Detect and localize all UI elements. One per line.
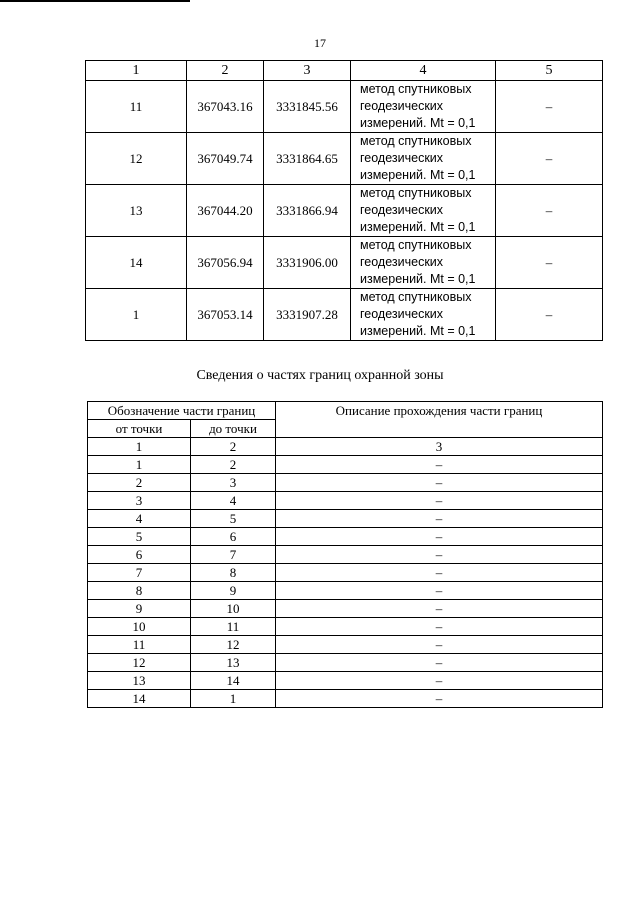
method-line: измерений. Mt = 0,1 xyxy=(360,272,476,286)
method-line: метод спутниковых xyxy=(360,134,472,148)
from-point-cell: 12 xyxy=(88,654,191,672)
from-point-cell: 14 xyxy=(88,690,191,708)
note-cell: – xyxy=(496,81,603,133)
coordinate-row xyxy=(86,133,603,185)
boundary-part-row xyxy=(88,546,603,564)
from-point-header: от точки xyxy=(88,420,191,438)
to-point-cell: 7 xyxy=(191,546,276,564)
to-point-cell: 11 xyxy=(191,618,276,636)
from-point-cell: 5 xyxy=(88,528,191,546)
boundary-part-row xyxy=(88,528,603,546)
method-line: геодезических xyxy=(360,203,444,217)
boundary-part-row xyxy=(88,456,603,474)
boundary-part-row xyxy=(88,600,603,618)
from-point-cell: 2 xyxy=(88,474,191,492)
parts-header-row xyxy=(88,402,603,420)
x-coordinate-cell: 367043.16 xyxy=(187,81,264,133)
boundary-part-row xyxy=(88,564,603,582)
method-line: метод спутниковых xyxy=(360,238,472,252)
method-line: геодезических xyxy=(360,307,444,321)
description-cell: – xyxy=(276,492,603,510)
description-cell: – xyxy=(276,564,603,582)
to-point-cell: 12 xyxy=(191,636,276,654)
description-cell: – xyxy=(276,528,603,546)
x-coordinate-cell: 367053.14 xyxy=(187,289,264,341)
boundary-parts-table xyxy=(87,401,603,708)
boundary-part-row xyxy=(88,654,603,672)
method-line: измерений. Mt = 0,1 xyxy=(360,116,476,130)
boundary-part-row xyxy=(88,474,603,492)
method-line: измерений. Mt = 0,1 xyxy=(360,168,476,182)
to-point-header: до точки xyxy=(191,420,276,438)
coordinates-table xyxy=(85,60,603,341)
boundary-part-row xyxy=(88,618,603,636)
method-cell xyxy=(351,185,496,237)
from-point-cell: 8 xyxy=(88,582,191,600)
to-point-cell: 2 xyxy=(191,456,276,474)
description-cell: – xyxy=(276,510,603,528)
note-cell: – xyxy=(496,133,603,185)
to-point-cell: 6 xyxy=(191,528,276,546)
column-header: 2 xyxy=(187,61,264,81)
note-cell: – xyxy=(496,185,603,237)
point-number-cell: 13 xyxy=(86,185,187,237)
method-line: метод спутниковых xyxy=(360,290,472,304)
coordinates-header-row xyxy=(86,61,603,81)
boundary-part-row xyxy=(88,636,603,654)
from-point-cell: 11 xyxy=(88,636,191,654)
method-line: метод спутниковых xyxy=(360,82,472,96)
column-header: 4 xyxy=(351,61,496,81)
from-point-cell: 4 xyxy=(88,510,191,528)
boundary-part-row xyxy=(88,690,603,708)
description-cell: – xyxy=(276,654,603,672)
to-point-cell: 14 xyxy=(191,672,276,690)
top-rule xyxy=(0,0,190,2)
page-number: 17 xyxy=(314,36,326,50)
method-cell xyxy=(351,289,496,341)
from-point-cell: 3 xyxy=(88,492,191,510)
boundary-part-row xyxy=(88,672,603,690)
description-cell: – xyxy=(276,636,603,654)
point-number-cell: 12 xyxy=(86,133,187,185)
description-cell: – xyxy=(276,456,603,474)
method-line: геодезических xyxy=(360,99,444,113)
coordinate-row xyxy=(86,185,603,237)
from-point-cell: 7 xyxy=(88,564,191,582)
column-header: 1 xyxy=(86,61,187,81)
from-point-cell: 10 xyxy=(88,618,191,636)
description-cell: – xyxy=(276,474,603,492)
to-point-cell: 4 xyxy=(191,492,276,510)
from-point-cell: 9 xyxy=(88,600,191,618)
column-header: 5 xyxy=(496,61,603,81)
description-cell: – xyxy=(276,600,603,618)
index-cell: 2 xyxy=(191,438,276,456)
y-coordinate-cell: 3331907.28 xyxy=(264,289,351,341)
coordinate-row xyxy=(86,81,603,133)
to-point-cell: 10 xyxy=(191,600,276,618)
y-coordinate-cell: 3331845.56 xyxy=(264,81,351,133)
method-line: метод спутниковых xyxy=(360,186,472,200)
description-header: Описание прохождения части границ xyxy=(276,402,603,438)
x-coordinate-cell: 367049.74 xyxy=(187,133,264,185)
description-cell: – xyxy=(276,690,603,708)
index-cell: 3 xyxy=(276,438,603,456)
note-cell: – xyxy=(496,289,603,341)
method-line: геодезических xyxy=(360,151,444,165)
note-cell: – xyxy=(496,237,603,289)
to-point-cell: 5 xyxy=(191,510,276,528)
coordinate-row xyxy=(86,289,603,341)
x-coordinate-cell: 367044.20 xyxy=(187,185,264,237)
method-line: измерений. Mt = 0,1 xyxy=(360,324,476,338)
method-line: измерений. Mt = 0,1 xyxy=(360,220,476,234)
from-point-cell: 1 xyxy=(88,456,191,474)
description-cell: – xyxy=(276,672,603,690)
to-point-cell: 1 xyxy=(191,690,276,708)
index-row xyxy=(88,438,603,456)
section-title: Сведения о частях границ охранной зоны xyxy=(196,368,444,383)
description-cell: – xyxy=(276,546,603,564)
boundary-part-row xyxy=(88,510,603,528)
from-point-cell: 6 xyxy=(88,546,191,564)
point-number-cell: 11 xyxy=(86,81,187,133)
x-coordinate-cell: 367056.94 xyxy=(187,237,264,289)
to-point-cell: 3 xyxy=(191,474,276,492)
column-header: 3 xyxy=(264,61,351,81)
y-coordinate-cell: 3331906.00 xyxy=(264,237,351,289)
method-cell xyxy=(351,81,496,133)
boundary-part-row xyxy=(88,492,603,510)
description-cell: – xyxy=(276,582,603,600)
to-point-cell: 9 xyxy=(191,582,276,600)
point-number-cell: 14 xyxy=(86,237,187,289)
to-point-cell: 13 xyxy=(191,654,276,672)
method-cell xyxy=(351,237,496,289)
description-cell: – xyxy=(276,618,603,636)
method-cell xyxy=(351,133,496,185)
coordinate-row xyxy=(86,237,603,289)
y-coordinate-cell: 3331866.94 xyxy=(264,185,351,237)
method-line: геодезических xyxy=(360,255,444,269)
index-cell: 1 xyxy=(88,438,191,456)
to-point-cell: 8 xyxy=(191,564,276,582)
y-coordinate-cell: 3331864.65 xyxy=(264,133,351,185)
point-number-cell: 1 xyxy=(86,289,187,341)
from-point-cell: 13 xyxy=(88,672,191,690)
designation-header: Обозначение части границ xyxy=(88,402,276,420)
boundary-part-row xyxy=(88,582,603,600)
